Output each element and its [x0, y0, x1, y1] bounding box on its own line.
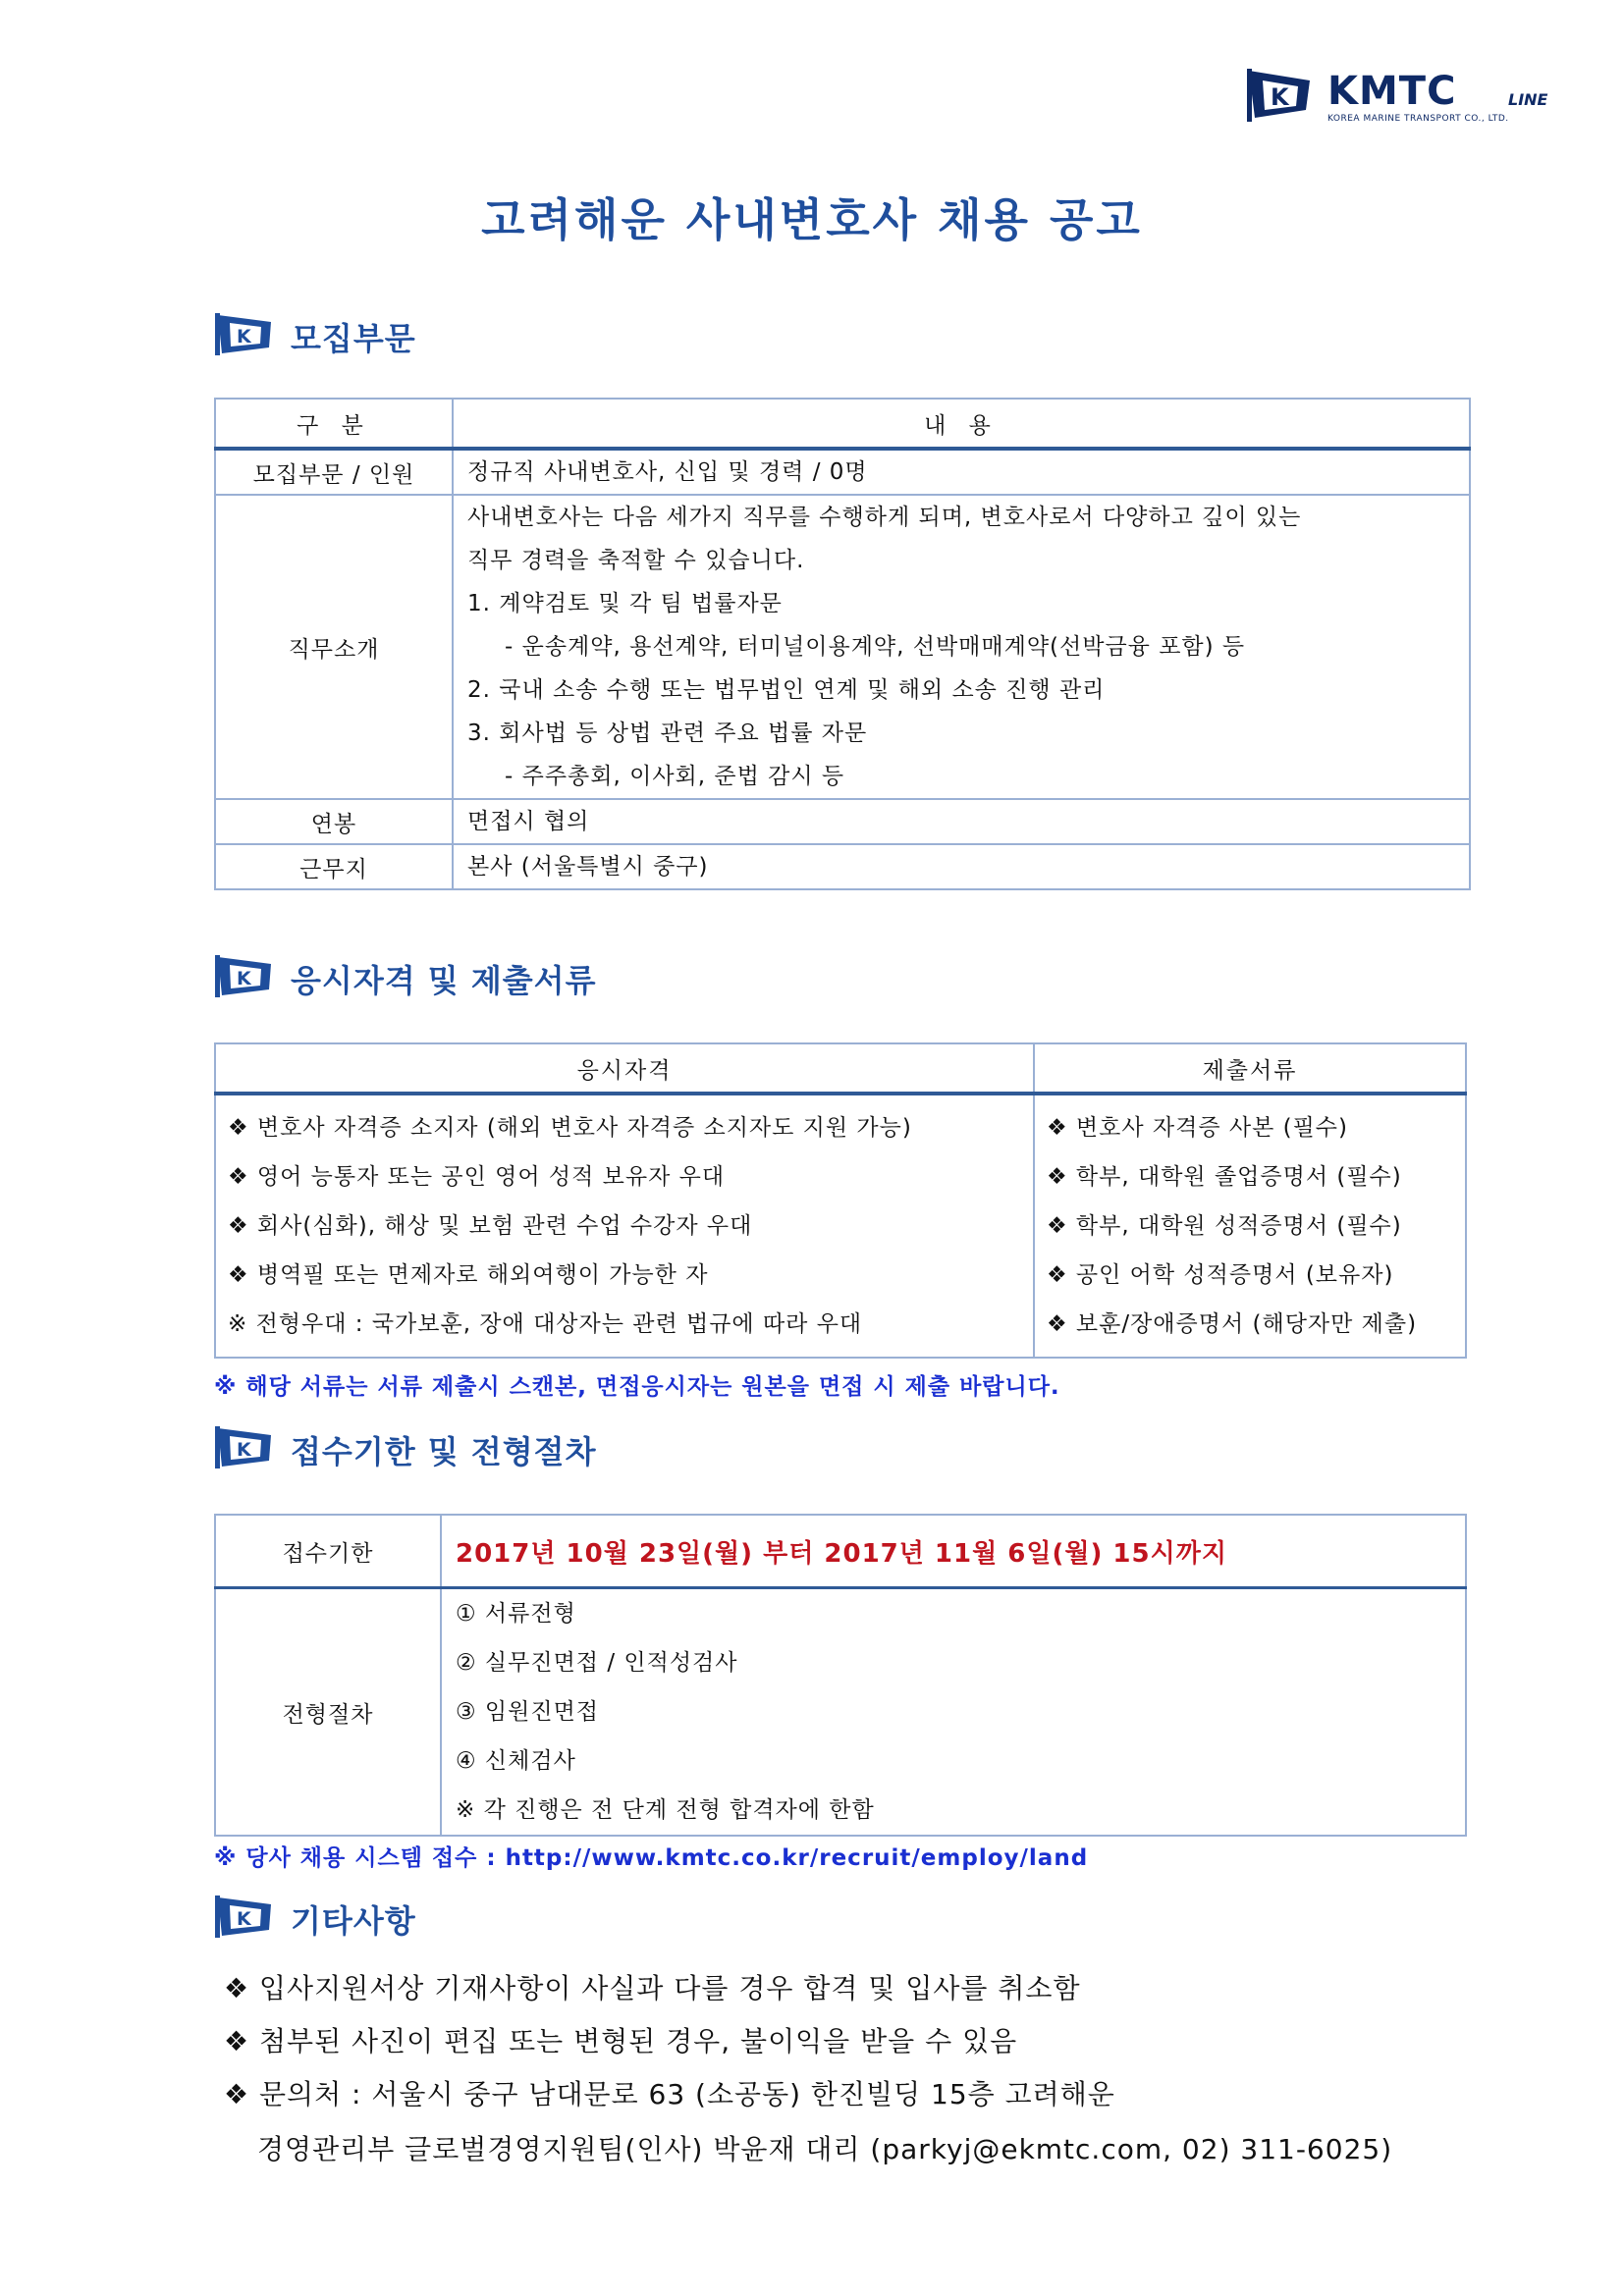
document-list [1034, 1094, 1466, 1358]
list-item: ❖ 학부, 대학원 졸업증명서 (필수) [1047, 1164, 1402, 1190]
row-value [453, 449, 1470, 495]
section-label: 모집부문 [291, 320, 416, 357]
row-text: 면접시 협의 [467, 809, 590, 834]
table-row [215, 449, 1470, 495]
row-text: 정규직 사내변호사, 신입 및 경력 / 0명 [467, 459, 868, 485]
row-value [441, 1588, 1466, 1837]
page-title: 고려해운 사내변호사 채용 공고 [481, 193, 1143, 246]
logo-brand-sub: LINE [1508, 90, 1548, 109]
svg-text:K: K [237, 1439, 251, 1461]
qualify-table [214, 1042, 1467, 1359]
list-item: ❖ 학부, 대학원 성적증명서 (필수) [1047, 1213, 1402, 1239]
logo-brand: KMTC [1327, 69, 1457, 114]
list-item: ❖ 문의처 : 서울시 중구 남대문로 63 (소공동) 한진빌딩 15층 고려해운 [224, 2078, 1115, 2110]
company-logo [1245, 67, 1569, 126]
list-item: ※ 각 진행은 전 단계 전형 합격자에 한함 [456, 1797, 875, 1823]
table-row [215, 1094, 1466, 1358]
table-row [215, 799, 1470, 844]
list-item: ❖ 입사지원서상 기재사항이 사실과 다를 경우 합격 및 입사를 취소함 [224, 1972, 1081, 2004]
table-header: 응시자격 [215, 1043, 1034, 1094]
row-text: 본사 (서울특별시 중구) [467, 854, 709, 880]
list-item: ❖ 보훈/장애증명서 (해당자만 제출) [1047, 1311, 1418, 1337]
list-item: ❖ 병역필 또는 면제자로 해외여행이 가능한 자 [228, 1262, 709, 1288]
row-key: 연봉 [215, 799, 453, 844]
row-text: - 운송계약, 용선계약, 터미널이용계약, 선박매매계약(선박금융 포함) 등 [505, 634, 1246, 660]
recruit-system-note[interactable]: ※ 당사 채용 시스템 접수 : http://www.kmtc.co.kr/recruit/employ/land [214, 1845, 1089, 1871]
row-key: 직무소개 [215, 495, 453, 799]
table-row [215, 495, 1470, 799]
list-item: ❖ 공인 어학 성적증명서 (보유자) [1047, 1262, 1394, 1288]
logo-tagline: KOREA MARINE TRANSPORT CO., LTD. [1327, 114, 1509, 124]
row-key: 모집부문 / 인원 [215, 449, 453, 495]
row-key: 근무지 [215, 844, 453, 889]
list-item: ❖ 변호사 자격증 소지자 (해외 변호사 자격증 소지자도 지원 가능) [228, 1115, 912, 1141]
row-value [453, 844, 1470, 889]
list-item: ※ 전형우대 : 국가보훈, 장애 대상자는 관련 법규에 따라 우대 [228, 1311, 863, 1337]
section-label: 기타사항 [291, 1902, 416, 1940]
svg-text:K: K [237, 1908, 251, 1930]
table-header: 구 분 [215, 399, 453, 449]
svg-text:K: K [237, 326, 251, 347]
list-item: ② 실무진면접 / 인적성검사 [456, 1650, 738, 1676]
kmtc-flag-icon [214, 312, 275, 355]
row-value [453, 495, 1470, 799]
row-text: 1. 계약검토 및 각 팀 법률자문 [467, 591, 783, 616]
row-text: 사내변호사는 다음 세가지 직무를 수행하게 되며, 변호사로서 다양하고 깊이 있는 [467, 505, 1302, 530]
list-item: ❖ 첨부된 사진이 편집 또는 변형된 경우, 불이익을 받을 수 있음 [224, 2025, 1018, 2057]
row-key: 전형절차 [215, 1588, 441, 1837]
list-item: ④ 신체검사 [456, 1748, 576, 1774]
row-text: - 주주총회, 이사회, 준법 감시 등 [505, 764, 845, 789]
qualification-list [215, 1094, 1034, 1358]
kmtc-flag-icon [214, 954, 275, 997]
section-label: 응시자격 및 제출서류 [291, 962, 597, 999]
row-text: 2. 국내 소송 수행 또는 법무법인 연계 및 해외 소송 진행 관리 [467, 677, 1106, 703]
kmtc-flag-icon [214, 1895, 275, 1938]
row-key: 접수기한 [215, 1515, 441, 1588]
kmtc-flag-icon [1245, 67, 1314, 122]
section-label: 접수기한 및 전형절차 [291, 1433, 597, 1470]
contact-line: 경영관리부 글로벌경영지원팀(인사) 박윤재 대리 (parkyj@ekmtc.com, 02) 311-6025) [257, 2133, 1393, 2165]
documents-note: ※ 해당 서류는 서류 제출시 스캔본, 면접응시자는 원본을 면접 시 제출 바랍니다. [214, 1374, 1060, 1400]
kmtc-flag-icon [214, 1425, 275, 1468]
deadline-table [214, 1514, 1467, 1837]
row-text: 직무 경력을 축적할 수 있습니다. [467, 548, 805, 573]
row-text: 3. 회사법 등 상법 관련 주요 법률 자문 [467, 721, 868, 746]
table-row [215, 1515, 1466, 1588]
row-value [453, 799, 1470, 844]
row-value [441, 1515, 1466, 1588]
table-header: 내 용 [453, 399, 1470, 449]
table-header: 제출서류 [1034, 1043, 1466, 1094]
svg-text:K: K [237, 968, 251, 989]
list-item: ③ 임원진면접 [456, 1699, 600, 1725]
recruit-table [214, 398, 1471, 890]
list-item: ① 서류전형 [456, 1601, 576, 1627]
deadline-date: 2017년 10월 23일(월) 부터 2017년 11월 6일(월) 15시까지 [456, 1538, 1227, 1569]
table-row [215, 844, 1470, 889]
list-item: ❖ 변호사 자격증 사본 (필수) [1047, 1115, 1348, 1141]
list-item: ❖ 회사(심화), 해상 및 보험 관련 수업 수강자 우대 [228, 1213, 753, 1239]
list-item: ❖ 영어 능통자 또는 공인 영어 성적 보유자 우대 [228, 1164, 726, 1190]
table-row [215, 1588, 1466, 1837]
svg-text:K: K [1271, 83, 1289, 111]
